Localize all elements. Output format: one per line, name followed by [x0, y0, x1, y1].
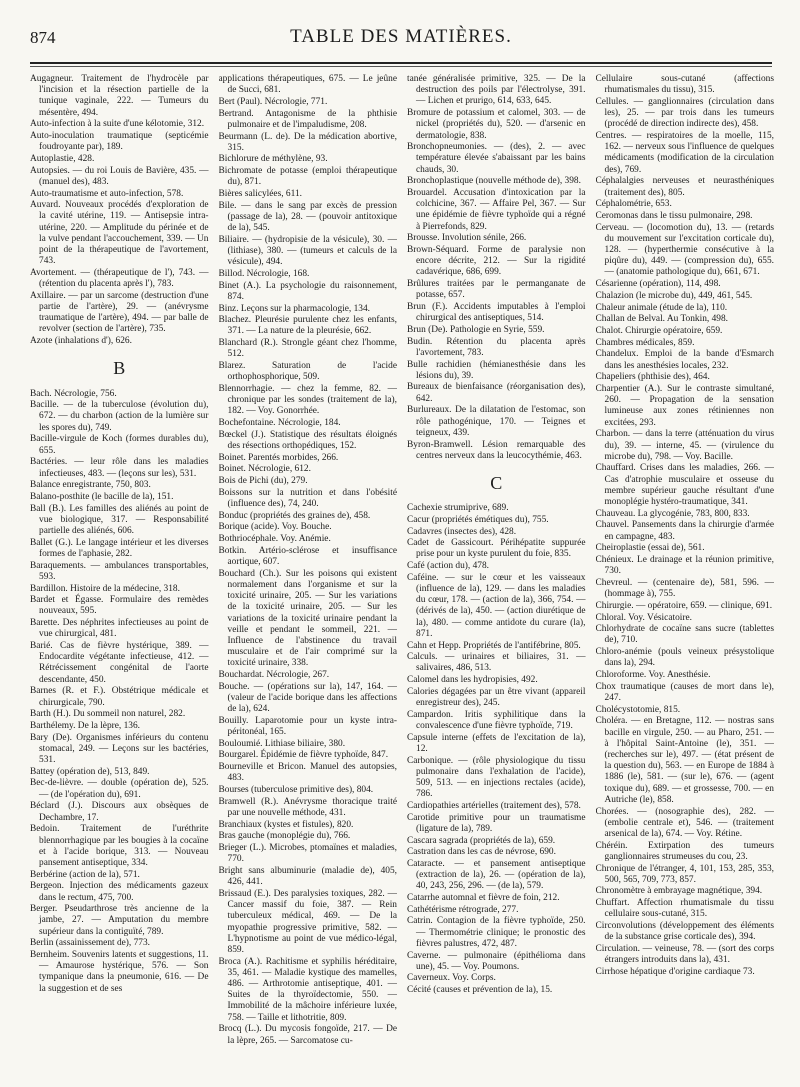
index-entry: Berbérine (action de la), 571. — [30, 869, 140, 880]
index-entry: Circonvolutions (développement des éléments de la substance grise corticale des), 394. — [595, 921, 774, 943]
index-entry: Bureaux de bienfaisance (réorganisation des), 642. — [407, 382, 586, 404]
index-entry: applications thérapeutiques, 675. — Le jeûne de Succi, 681. — [218, 74, 397, 96]
index-entry: Cerveau. — (locomotion du), 13. — (retards du mouvement sur l'excitation corticale du), 128. — (hyperthermie consécutive à la piqûre du), 449. — (compression du), 655. — (anatomie pathologique du), 661, 671. — [595, 222, 774, 278]
index-entry: Chloral. Voy. Vésicatoire. — [595, 612, 693, 623]
index-entry: Chloroforme. Voy. Anesthésie. — [595, 670, 711, 681]
index-entry: Boinet. Nécrologie, 612. — [218, 464, 311, 475]
index-entry: Bichromate de potasse (emploi thérapeutique du), 871. — [218, 166, 397, 188]
index-entry: Byron-Bramwell. Lésion remarquable des centres nerveux dans la leucocythémie, 463. — [407, 439, 586, 461]
section-letter: B — [113, 358, 126, 379]
index-entry: Café (action du), 478. — [407, 561, 490, 572]
index-entry: Blachez. Pleurésie purulente chez les enfants, 371. — La nature de la pleurésie, 662. — [218, 315, 397, 337]
index-entry: Campardon. Iritis syphilitique dans la convalescence d'une fièvre typhoïde, 719. — [407, 709, 586, 731]
index-entry: Cadet de Gassicourt. Périhépatite suppurée prise pour un kyste purulent du foie, 835. — [407, 538, 586, 560]
index-entry: Ballet (G.). Le langage intérieur et les diverses formes de l'aphasie, 282. — [30, 537, 209, 559]
index-entry: Brun (De). Pathologie en Syrie, 559. — [407, 324, 545, 335]
index-entry: Cachexie strumiprive, 689. — [407, 503, 509, 514]
index-entry: Avortement. — (thérapeutique de l'), 743. — (rétention du placenta après l'), 783. — [30, 267, 209, 290]
index-entry: Bardillon. Histoire de la médecine, 318. — [30, 583, 180, 594]
index-entry: Chénieux. Le drainage et la réunion primitive, 730. — [595, 555, 774, 577]
index-entry: Chauvel. Pansements dans la chirurgie d'armée en campagne, 483. — [595, 520, 774, 542]
index-entry: Baraquements. — ambulances transportables, 593. — [30, 560, 209, 582]
index-entry: Capsule interne (effets de l'excitation de la), 12. — [407, 732, 586, 754]
index-entry: Chloro-anémie (pouls veineux présystolique dans la), 294. — [595, 647, 774, 669]
index-entry: Bile. — dans le sang par excès de pression (passage de la), 28. — (pouvoir antitoxique de la), 545. — [218, 200, 397, 234]
index-entry: Barnes (R. et F.). Obstétrique médicale et chirurgicale, 790. — [30, 686, 209, 708]
index-entry: Castration dans les cas de névrose, 690. — [407, 847, 556, 858]
index-entry: Bacille-virgule de Koch (formes durables du), 655. — [30, 434, 209, 456]
index-entry: Beurmann (L. de). De la médication abortive, 315. — [218, 131, 397, 153]
index-entry: Chaleur animale (étude de la), 110. — [595, 302, 728, 313]
index-entry: Barthélemy. De la lèpre, 136. — [30, 720, 141, 731]
index-entry: Carbonique. — (rôle physiologique du tissu pulmonaire dans l'exhalation de l'acide), 509, 513. — en injections rectales (acide), 786. — [407, 755, 586, 800]
index-entry: Azote (inhalations d'), 626. — [30, 336, 132, 347]
index-entry: Billod. Nécrologie, 168. — [218, 268, 310, 279]
index-entry: Chapeliers (phthisie des), 464. — [595, 372, 710, 383]
page-header — [30, 18, 772, 48]
index-entry: tanée généralisée primitive, 325. — De la destruction des poils par l'électrolyse, 391. — Lichen et prurigo, 614, 633, 645. — [407, 74, 586, 107]
index-entry: Caverneux. Voy. Corps. — [407, 973, 496, 984]
index-columns — [30, 74, 774, 1079]
index-entry: Bourses (tuberculose primitive des), 804. — [218, 785, 374, 796]
index-entry: Bernheim. Souvenirs latents et suggestions, 11. — Amaurose hystérique, 576. — Son tympanique dans la pneumonie, 616. — De la suggestion et de ses — [30, 950, 209, 994]
index-entry: Bert (Paul). Nécrologie, 771. — [218, 96, 328, 107]
index-entry: Chronique de l'étranger, 4, 101, 153, 285, 353, 500, 565, 709, 773, 857. — [595, 863, 774, 885]
page-number: 874 — [30, 28, 56, 47]
index-entry: Borique (acide). Voy. Bouche. — [218, 522, 332, 533]
index-entry: Centres. — respiratoires de la moelle, 115, 162. — nerveux sous l'influence de quelques médicaments (modification de la circulation des), 769. — [595, 131, 774, 175]
index-entry: Bochefontaine. Nécrologie, 184. — [218, 418, 341, 429]
index-entry: Bras gauche (monoplégie du), 766. — [218, 831, 351, 842]
index-entry: Autoplastie, 428. — [30, 153, 95, 164]
index-entry: Calories dégagées par un être vivant (appareil enregistreur des), 245. — [407, 686, 586, 709]
index-entry: Burlureaux. De la dilatation de l'estomac, son rôle pathogénique, 170. — Teignes et teigneux, 439. — [407, 405, 586, 438]
index-entry: Brousse. Involution sénile, 266. — [407, 233, 527, 244]
index-entry: Bary (De). Organismes inférieurs du contenu stomacal, 249. — Leçons sur les bactéries, 531. — [30, 732, 209, 766]
index-entry: Bouche. — (opérations sur la), 147, 164. — (valeur de l'acide borique dans les affections de la), 624. — [218, 681, 397, 715]
index-entry: Chevreul. — (centenaire de), 581, 596. — (hommage à), 755. — [595, 577, 774, 600]
page-title: TABLE DES MATIÈRES. — [290, 26, 512, 47]
index-entry: Cellules. — ganglionnaires (circulation dans les), 25. — par trois dans les tumeurs (procédé de direction indirecte des), 458. — [595, 96, 774, 130]
index-entry: Bœckel (J.). Statistique des résultats éloignés des résections orthopédiques, 152. — [218, 429, 397, 451]
index-entry: Caféine. — sur le cœur et les vaisseaux (influence de la), 129. — dans les maladies du cœur, 178. — (action de la), 366, 754. — (dérivés de la), 450. — (action diurétique de la), 480. — comme antidote du curare (la), 871. — [407, 572, 586, 639]
index-entry: Binz. Leçons sur la pharmacologie, 134. — [218, 303, 371, 314]
index-entry: Cardiopathies artérielles (traitement des), 578. — [407, 800, 581, 811]
index-entry: Bouilly. Laparotomie pour un kyste intra-péritonéal, 165. — [218, 715, 397, 738]
index-entry: Autopsies. — du roi Louis de Bavière, 435. — (manuel des), 483. — [30, 165, 209, 187]
index-entry: Cahn et Hepp. Propriétés de l'antifébrine, 805. — [407, 640, 581, 651]
index-entry: Balance enregistrante, 750, 803. — [30, 480, 151, 491]
index-entry: Charpentier (A.). Sur le contraste simultané, 260. — Propagation de la sensation lumineuse aux zones rétiniennes non excitées, 293. — [595, 383, 774, 428]
index-entry: Auto-inoculation traumatique (septicémie foudroyante par), 189. — [30, 131, 209, 153]
index-entry: Cacur (propriétés émétiques du), 755. — [407, 514, 549, 525]
index-entry: Balano-posthite (le bacille de la), 151. — [30, 491, 174, 502]
index-entry: Chéréin. Extirpation des tumeurs ganglionnaires strumeuses du cou, 23. — [595, 840, 774, 862]
index-column-4 — [596, 74, 775, 1079]
index-entry: Céphalalgies nerveuses et neurasthéniques (traitement des), 805. — [595, 176, 774, 198]
index-entry: Bourneville et Bricon. Manuel des autopsies, 483. — [218, 762, 397, 784]
index-entry: Boinet. Parentés morbides, 266. — [218, 452, 339, 463]
index-entry: Catrin. Contagion de la fièvre typhoïde, 250. — Thermométrie clinique; le pronostic des fièvres palustres, 472, 487. — [407, 916, 586, 949]
index-entry: Ceromonas dans le tissu pulmonaire, 298. — [595, 210, 753, 221]
index-entry: Bright sans albuminurie (maladie de), 405, 426, 441. — [218, 866, 397, 888]
index-entry: Charbon. — dans la terre (atténuation du virus du), 39. — interne, 45. — (virulence du microbe du), 798. — Voy. Bacille. — [595, 429, 774, 462]
index-entry: Challan de Belval. Au Tonkin, 498. — [595, 314, 728, 325]
index-entry: Bronchopneumonies. — (des), 2. — avec température élevée s'abaissant par les bains chauds, 30. — [407, 142, 586, 175]
index-entry: Brissaud (E.). Des paralysies toxiques, 282. — Cancer massif du foie, 387. — Rein tuberculeux médical, 469. — De la myopathie progressive primitive, 582. — L'hypnotisme au point de vue médico-légal, 859. — [218, 888, 397, 955]
index-entry: Axillaire. — par un sarcome (destruction d'une partie de l'artère), 29. — (anévrysme traumatique de l'artère), 494. — par balle de revolver (section de l'artère), 735. — [30, 290, 209, 335]
index-entry: Blennorrhagie. — chez la femme, 82. — chronique par les sondes (traitement de la), 182. — Voy. Gonorrhée. — [218, 383, 397, 417]
index-entry: Bichlorure de méthylène, 93. — [218, 154, 328, 165]
index-entry: Chirurgie. — opératoire, 659. — clinique, 691. — [595, 600, 773, 611]
index-entry: Bedoin. Traitement de l'uréthrite blennorrhagique par les bougies à la cocaïne et à l'acide borique, 313. — Nouveau pansement antiseptique, 334. — [30, 824, 209, 868]
index-entry: Auto-infection à la suite d'une kélotomie, 312. — [30, 119, 205, 130]
index-entry: Brouardel. Accusation d'intoxication par la colchicine, 367. — Affaire Pel, 367. — Sur une épidémie de fièvre typhoïde qui a régné à Pierrefonds, 829. — [407, 188, 586, 232]
index-entry: Cataracte. — et pansement antiseptique (extraction de la), 26. — (opération de la), 40, 243, 256, 296. — (de la), 579. — [407, 858, 586, 892]
index-entry: Bonduc (propriétés des graines de), 458. — [218, 510, 371, 521]
index-entry: Cheiroplastie (essai de), 561. — [595, 543, 705, 554]
index-entry: Catarrhe automnal et fièvre de foin, 212. — [407, 893, 560, 904]
index-entry: Brûlures traitées par le permanganate de potasse, 657. — [407, 279, 586, 301]
index-entry: Céphalométrie, 653. — [595, 199, 672, 210]
index-entry: Chlorhydrate de cocaïne sans sucre (tablettes de), 710. — [595, 624, 774, 646]
header-rule — [30, 62, 772, 64]
index-entry: Chauffard. Crises dans les maladies, 266. — Cas d'atrophie musculaire et osseuse du membre supérieur gauche résultant d'une monoplégie hystéro-traumatique, 341. — [595, 463, 774, 508]
index-entry: Césarienne (opération), 114, 498. — [595, 279, 721, 290]
index-entry: Bothriocéphale. Voy. Anémie. — [218, 534, 331, 545]
index-entry: Chalazion (le microbe du), 449, 461, 545. — [595, 290, 753, 301]
index-entry: Bromure de potassium et calomel, 303. — de nickel (propriétés du), 520. — d'arsenic en dermatologie, 838. — [407, 108, 586, 141]
index-entry: Cirrhose hépatique d'origine cardiaque 73. — [595, 966, 755, 977]
index-entry: Chorées. — (nosographie des), 282. — (embolie centrale et), 546. — (traitement arsenical de la), 674. — Voy. Rétine. — [595, 806, 774, 839]
header-rule-thin — [30, 66, 772, 67]
index-entry: Barth (H.). Du sommeil non naturel, 282. — [30, 709, 186, 720]
index-entry: Bronchoplastique (nouvelle méthode de), 398. — [407, 176, 581, 187]
index-entry: Auto-traumatisme et auto-infection, 578. — [30, 188, 184, 199]
index-entry: Brown-Séquard. Forme de paralysie non encore décrite, 212. — Sur la rigidité cadavérique, 686, 699. — [407, 245, 586, 278]
index-entry: Bières salicylées, 611. — [218, 189, 302, 200]
section-letter: C — [490, 472, 503, 493]
index-entry: Choléra. — en Bretagne, 112. — nostras sans bacille en virgule, 250. — au Pharo, 251. — à l'hôpital Saint-Antoine (le), 351. — (recherches sur le), 497. — (état présent de la question du), 563. — en Europe de 1884 à 1886 (le), 581. — (sur le), 676. — (agent toxique du), 689. — et grossesse, 700. — en Autriche (le), 858. — [595, 716, 774, 805]
index-entry: Blanchard (R.). Strongle géant chez l'homme, 512. — [218, 338, 397, 360]
index-entry: Bourgarel. Épidémie de fièvre typhoïde, 847. — [218, 750, 389, 761]
index-entry: Cholécystotomie, 815. — [595, 704, 681, 715]
index-entry: Cadavres (insectes des), 428. — [407, 526, 517, 537]
index-entry: Chuffart. Affection rhumatismale du tissu cellulaire sous-cutané, 315. — [595, 898, 774, 920]
index-entry: Cascara sagrada (propriétés de la), 659. — [407, 835, 556, 846]
index-entry: Battey (opération de), 513, 849. — [30, 766, 150, 777]
index-entry: Bouchard (Ch.). Sur les poisons qui existent normalement dans l'organisme et sur la toxicité urinaire, 205. — Sur les variations de la toxicité urinaire, 205. — Sur les variations de la toxicité urinaire pendant la veille et pendant le sommeil, 221. — Influence de l'abstinence du travail musculaire et de l'air comprimé sur la toxicité urinaire, 338. — [218, 568, 397, 669]
index-entry: Bacille. — de la tuberculose (évolution du), 672. — du charbon (action de la lumière sur les spores du), 749. — [30, 400, 209, 433]
index-entry: Ball (B.). Les familles des aliénés au point de vue biologique, 317. — Responsabilité partielle des aliénés, 606. — [30, 503, 209, 537]
index-entry: Bach. Nécrologie, 756. — [30, 388, 117, 399]
index-entry: Chauveau. La glycogénie, 783, 800, 833. — [595, 508, 750, 519]
index-entry: Caverne. — pulmonaire (épithélioma dans une), 45. — Voy. Poumons. — [407, 950, 586, 972]
index-entry: Auvard. Nouveaux procédés d'exploration de la cavité utérine, 119. — Antisepsie intra-utérine, 220. — Amplitude du périnée et de la vulve pendant l'accouchement, 339. — Un point de la thérapeutique de l'avortement, 743. — [30, 200, 209, 267]
index-entry: Augagneur. Traitement de l'hydrocèle par l'incision et la résection partielle de la tunique vaginale, 222. — Tumeurs du mésentère, 494. — [30, 74, 209, 118]
index-entry: Béclard (J.). Discours aux obsèques de Dechambre, 17. — [30, 801, 209, 823]
index-entry: Cathétérisme rétrograde, 277. — [407, 904, 519, 915]
index-entry: Broca (A.). Rachitisme et syphilis héréditaire, 35, 461. — Maladie kystique des mamelles, 486. — Arthrotomie antiseptique, 401. — Suites de la thyroïdectomie, 550. — Immobilité de la mâchoire inférieure luxée, 758. — Taille et lithotritie, 809. — [218, 956, 397, 1023]
index-entry: Bouchardat. Nécrologie, 267. — [218, 670, 330, 681]
index-entry: Bactéries. — leur rôle dans les maladies infectieuses, 483. — (leçons sur les), 531. — [30, 457, 209, 479]
index-entry: Blarez. Saturation de l'acide orthophosphorique, 509. — [218, 361, 397, 383]
index-entry: Chox traumatique (causes de mort dans le), 247. — [595, 681, 774, 703]
index-column-3 — [407, 74, 586, 1079]
index-entry: Bouloumié. Lithiase biliaire, 380. — [218, 738, 346, 749]
index-entry: Bois de Pichi (du), 279. — [218, 476, 308, 487]
index-entry: Bulle rachidien (hémianesthésie dans les lésions du), 39. — [407, 359, 586, 381]
index-entry: Berger. Pseudarthrose très ancienne de la jambe, 27. — Amputation du membre supérieur dans la contiguïté, 789. — [30, 904, 209, 937]
index-entry: Chronomètre à embrayage magnétique, 394. — [595, 886, 763, 897]
index-column-1 — [30, 74, 209, 1079]
index-entry: Bertrand. Antagonisme de la phthisie pulmonaire et de l'impaludisme, 208. — [218, 108, 397, 130]
index-entry: Barié. Cas de fièvre hystérique, 389. — Endocardite végétante infectieuse, 412. — Rétrécissement congénital de l'aorte descendante, 450. — [30, 641, 209, 685]
index-entry: Barette. Des néphrites infectieuses au point de vue chirurgical, 481. — [30, 618, 209, 640]
index-entry: Bec-de-lièvre. — double (opération de), 525. — (de l'opération du), 691. — [30, 778, 209, 800]
index-entry: Biliaire. — (hydropisie de la vésicule), 30. — (lithiase), 380. — (tumeurs et calculs de la vésicule), 494. — [218, 234, 397, 268]
index-entry: Brieger (L.). Microbes, ptomaïnes et maladies, 770. — [218, 843, 397, 865]
index-entry: Berlin (assainissement de), 773. — [30, 938, 151, 949]
index-entry: Bergeon. Injection des médicaments gazeux dans le rectum, 475, 700. — [30, 881, 209, 903]
index-entry: Calomel dans les hydropisies, 492. — [407, 675, 538, 686]
index-entry: Brocq (L.). Du mycosis fongoïde, 217. — De la lèpre, 265. — Sarcomatose cu- — [218, 1024, 397, 1046]
index-entry: Bardet et Égasse. Formulaire des remèdes nouveaux, 595. — [30, 595, 209, 617]
index-entry: Branchiaux (kystes et fistules), 820. — [218, 819, 354, 830]
index-entry: Brun (F.). Accidents imputables à l'emploi chirurgical des antiseptiques, 514. — [407, 302, 586, 324]
index-entry: Cécité (causes et prévention de la), 15. — [407, 985, 553, 996]
index-entry: Chandelux. Emploi de la bande d'Esmarch dans les anesthésies locales, 232. — [595, 349, 774, 371]
index-entry: Chalot. Chirurgie opératoire, 659. — [595, 325, 723, 336]
index-entry: Bramwell (R.). Anévrysme thoracique traité par une nouvelle méthode, 431. — [218, 796, 397, 818]
index-entry: Botkin. Artério-sclérose et insuffisance aortique, 607. — [218, 545, 397, 568]
index-entry: Budin. Rétention du placenta après l'avortement, 783. — [407, 336, 586, 358]
index-column-2 — [219, 74, 398, 1079]
index-entry: Calculs. — urinaires et biliaires, 31. — salivaires, 486, 513. — [407, 652, 586, 674]
index-entry: Cellulaire sous-cutané (affections rhumatismales du tissu), 315. — [595, 74, 774, 96]
index-entry: Circulation. — veineuse, 78. — (sort des corps étrangers introduits dans la), 431. — [595, 943, 774, 966]
index-entry: Carotide primitive pour un traumatisme (ligature de la), 789. — [407, 812, 586, 834]
index-entry: Boissons sur la nutrition et dans l'obésité (influence des), 74, 240. — [218, 487, 397, 510]
index-entry: Binet (A.). La psychologie du raisonnement, 874. — [218, 280, 397, 302]
index-entry: Chambres médicales, 859. — [595, 337, 695, 348]
